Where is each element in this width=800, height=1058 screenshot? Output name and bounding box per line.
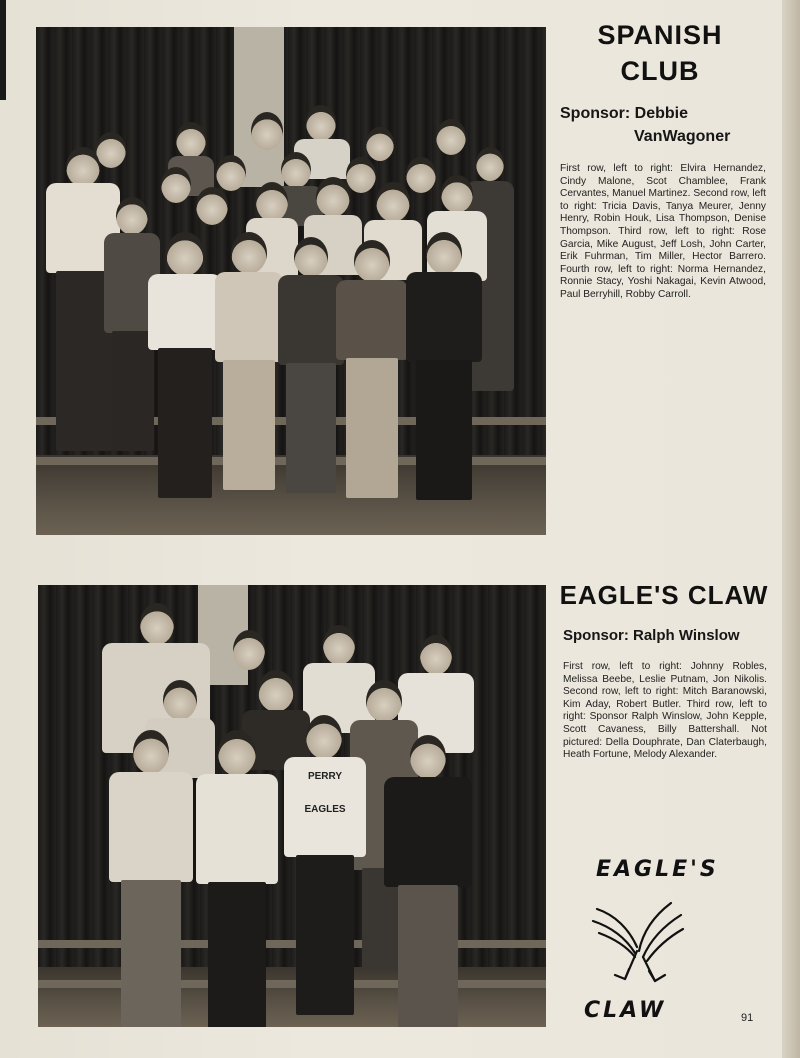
eagles-claw-caption: First row, left to right: Johnny Robles, Melissa Beebe, Leslie Putnam, Jon Nikolis. Second row, left to right: Mitch Baranowski, Kim Aday, Robert Butler. Third row, left to right: Sponsor Ralph Winslow, John Kepple, Scott Cavaness, Billy Battershall. Not pictured: Della Douphrate, Dan Claterbaugh, Heath Fortune, Melody Alexander. — [563, 661, 767, 761]
eagles-tshirt — [284, 757, 366, 857]
eagles-claw-logo-top: EAGLE'S — [596, 857, 719, 882]
spanish-club-caption: First row, left to right: Elvira Hernandez, Cindy Malone, Scot Chamblee, Frank Cervantes, Manuel Martinez. Second row, left to right: Tricia Davis, Tanya Meurer, Jenny Henry, Robin Houk, Lisa Thompson, Denise Thompson. Third row, left to right: Rose Garcia, Mike August, Jeff Losh, John Carter, Erik Fuhrman, Tim Miller, Hector Barrero. Fourth row, left to right: Norma Hernandez, Ronnie Stacy, Yoshi Nakagai, Kevin Atwood, Paul Berryhill, Robby Carroll. — [560, 163, 766, 300]
spanish-club-sponsor-line1: Sponsor: Debbie — [560, 105, 689, 122]
eagles-claw-photo — [38, 585, 546, 1027]
spanish-club-title-line2: CLUB — [620, 56, 700, 86]
eagles-claw-title: EAGLE'S CLAW — [559, 580, 769, 610]
eagles-claw-sponsor: Sponsor: Ralph Winslow — [563, 627, 740, 644]
eagle-claw-logo-icon — [585, 895, 695, 985]
spanish-club-title-line1: SPANISH — [597, 20, 723, 50]
eagles-tshirt-line2: EAGLES — [304, 804, 346, 815]
page-number: 91 — [741, 1012, 754, 1024]
spanish-club-sponsor-line2: VanWagoner — [634, 128, 731, 145]
page-binding-edge — [0, 0, 6, 100]
eagles-claw-logo-bottom: CLAW — [584, 998, 667, 1023]
riser-step — [38, 940, 546, 948]
page-right-edge — [782, 0, 800, 1058]
riser-step — [38, 980, 546, 988]
spanish-club-photo — [36, 27, 546, 535]
stage-floor — [38, 967, 546, 1027]
eagles-tshirt-line1: PERRY — [307, 771, 343, 782]
